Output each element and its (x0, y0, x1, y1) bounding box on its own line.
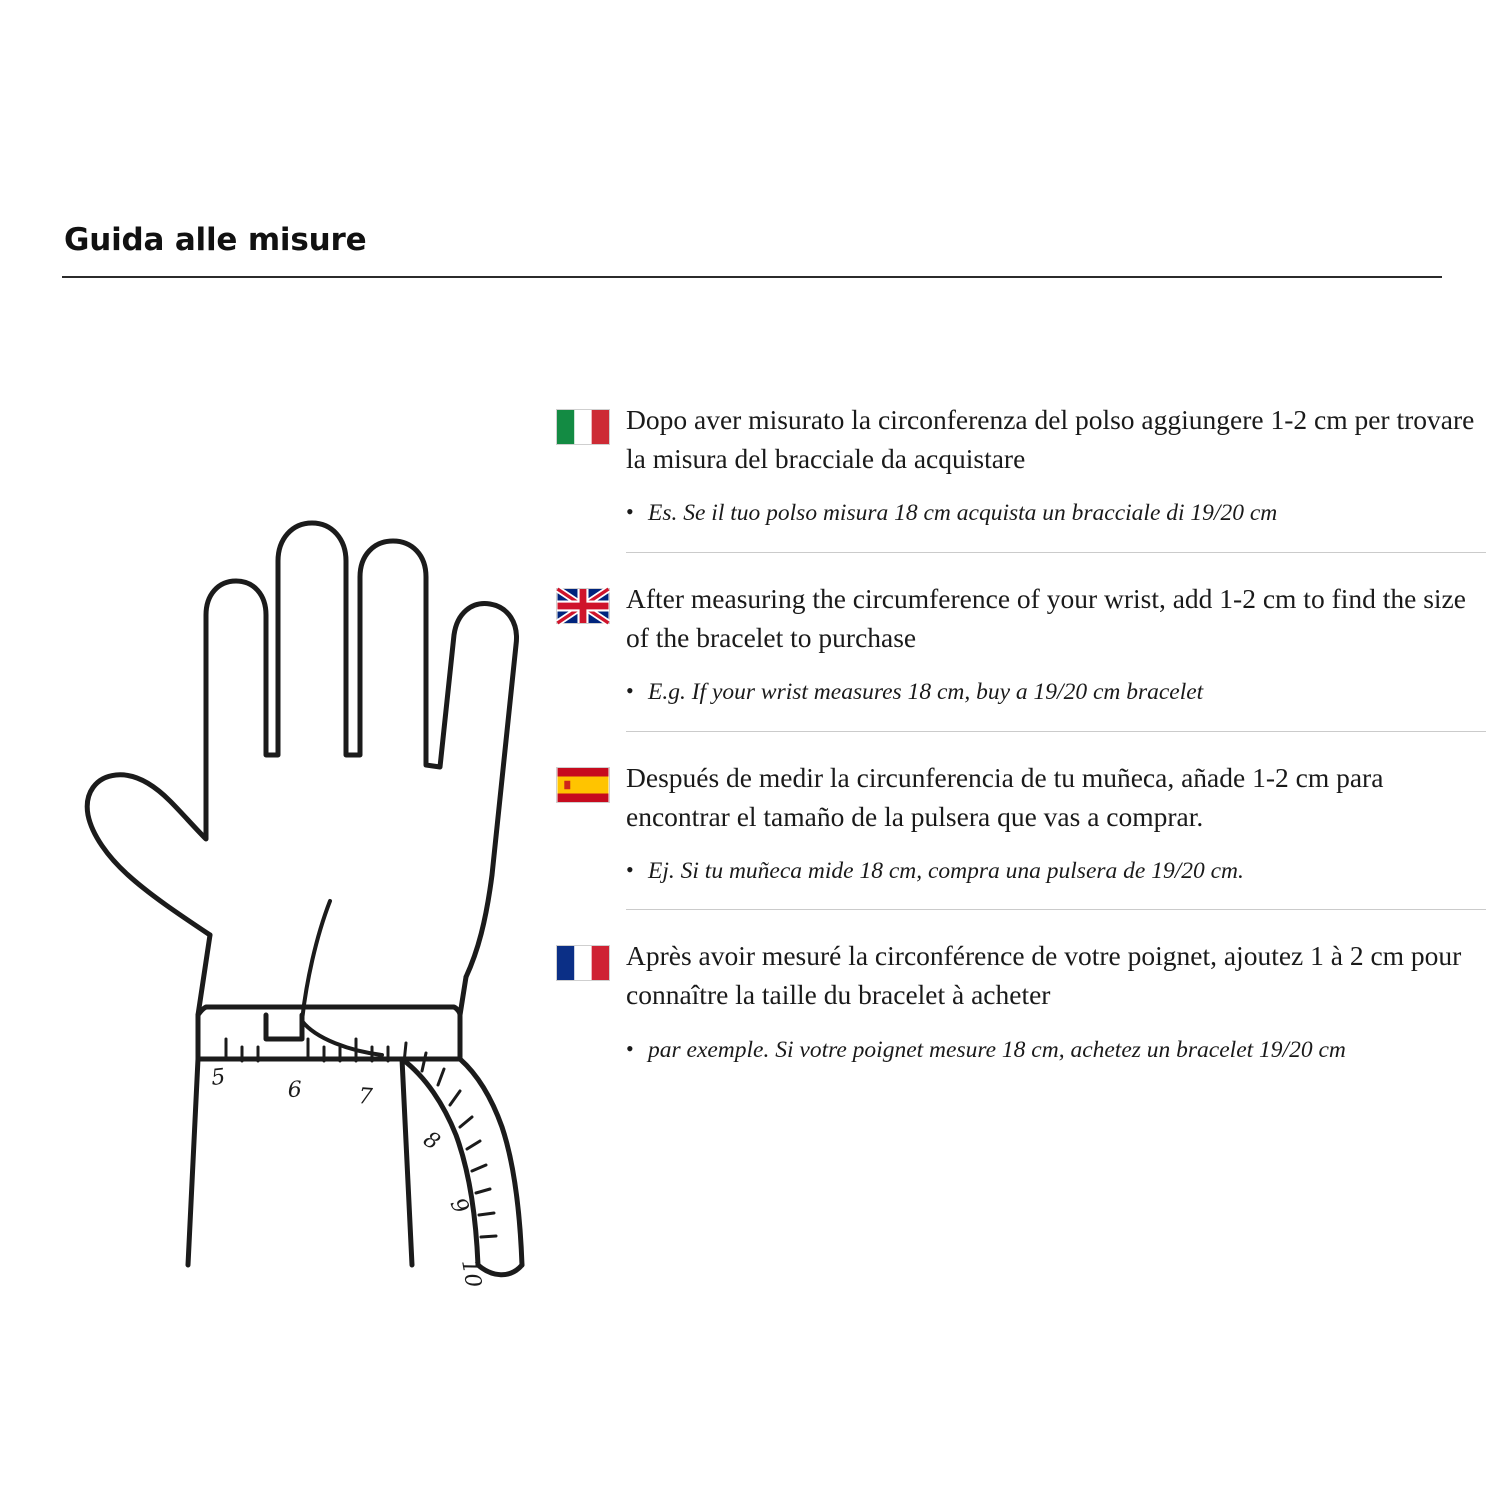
title-divider (62, 276, 1442, 278)
example-text: Es. Se il tuo polso misura 18 cm acquista un bracciale di 19/20 cm (648, 500, 1278, 527)
instruction-text: Après avoir mesuré la circonférence de votre poignet, ajoutez 1 à 2 cm pour connaître la taille du bracelet à acheter (626, 940, 1462, 1011)
bullet-icon: • (626, 856, 634, 882)
instruction-text: Dopo aver misurato la circonferenza del polso aggiungere 1-2 cm per trovare la misura del bracciale da acquistare (626, 404, 1475, 475)
instruction-block-french (556, 936, 1486, 1070)
hand-measuring-illustration (30, 315, 590, 1290)
flag-italy-icon (556, 409, 610, 445)
section-divider (626, 552, 1486, 553)
tape-number: 10 (456, 1257, 486, 1290)
instruction-text: Después de medir la circunferencia de tu muñeca, añade 1-2 cm para encontrar el tamaño de la pulsera que vas a comprar. (626, 761, 1384, 832)
tape-number: 8 (418, 1126, 444, 1156)
title-block (62, 222, 1442, 278)
bullet-icon: • (626, 1035, 634, 1061)
section-divider (626, 909, 1486, 910)
flag-uk-icon (556, 588, 610, 624)
instruction-block-italian (556, 400, 1486, 575)
instruction-text: After measuring the circumference of your wrist, add 1-2 cm to find the size of the bracelet to purchase (626, 582, 1466, 653)
instruction-block-english (556, 579, 1486, 754)
example-text: E.g. If your wrist measures 18 cm, buy a 19/20 cm bracelet (648, 678, 1204, 705)
tape-number: 7 (357, 1084, 374, 1110)
bullet-icon: • (626, 677, 634, 703)
example-row (556, 1035, 1486, 1067)
tape-number: 5 (210, 1064, 227, 1091)
instructions-column (556, 400, 1486, 1070)
tape-number: 6 (287, 1077, 303, 1103)
bullet-icon: • (626, 499, 634, 525)
flag-france-icon (556, 945, 610, 981)
instruction-block-spanish (556, 758, 1486, 933)
example-row (556, 677, 1486, 709)
example-row (556, 856, 1486, 888)
section-divider (626, 731, 1486, 732)
tape-number: 9 (444, 1194, 474, 1219)
example-text: Ej. Si tu muñeca mide 18 cm, compra una pulsera de 19/20 cm. (648, 857, 1244, 884)
page-title: Guida alle misure (64, 222, 367, 258)
flag-spain-icon (556, 767, 610, 803)
example-text: par exemple. Si votre poignet mesure 18 cm, achetez un bracelet 19/20 cm (648, 1036, 1346, 1063)
example-row (556, 498, 1486, 530)
